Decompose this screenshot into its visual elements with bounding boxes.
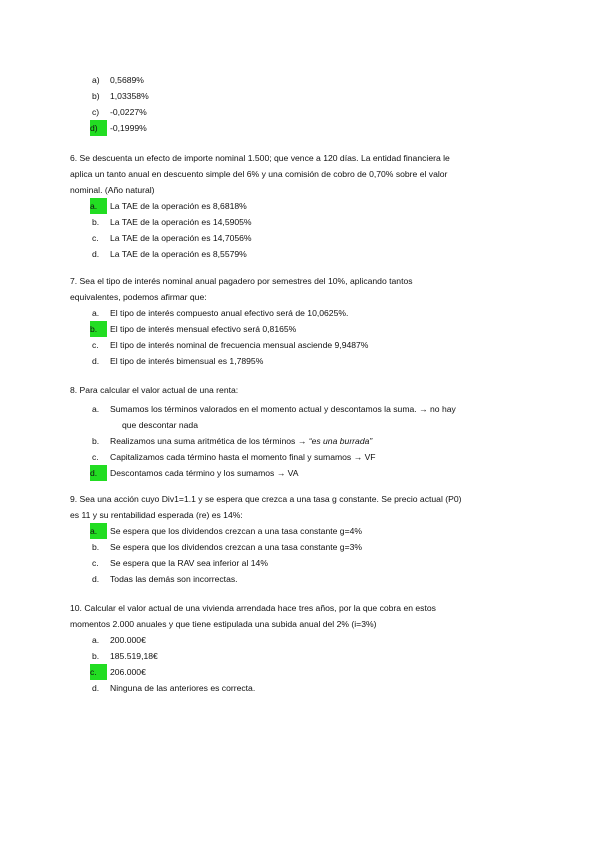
option-label: d. (92, 249, 100, 259)
option-b (90, 214, 540, 230)
option-text: El tipo de interés bimensual es 1,7895% (110, 356, 264, 366)
option-a (90, 305, 540, 321)
option-c (90, 104, 540, 120)
option-label: a) (92, 75, 100, 85)
option-text: -0,0227% (110, 107, 147, 117)
question-6 (70, 150, 540, 262)
option-text: La TAE de la operación es 8,6818% (110, 201, 247, 211)
question-text-line: es 11 y su rentabilidad esperada (re) es 14%: (70, 510, 243, 520)
option-b-correct (90, 321, 540, 337)
option-label: a. (92, 635, 100, 645)
option-label: b. (92, 542, 100, 552)
option-label: c. (92, 340, 99, 350)
option-label: a. (92, 404, 100, 414)
option-text: Todas las demás son incorrectas. (110, 574, 238, 584)
option-c (90, 337, 540, 353)
option-text: Se espera que los dividendos crezcan a una tasa constante g=3% (110, 542, 363, 552)
option-b (90, 88, 540, 104)
option-text-line-1: Sumamos los términos valorados en el momento actual y descontamos la suma. → no hay (110, 404, 456, 414)
option-d (90, 353, 540, 369)
option-label: a. (92, 308, 100, 318)
option-text-line-2: que descontar nada (122, 420, 198, 430)
option-text: La TAE de la operación es 14,7056% (110, 233, 252, 243)
option-a-correct (90, 198, 540, 214)
question-8 (70, 382, 540, 481)
question-9 (70, 491, 540, 587)
option-text: Capitalizamos cada término hasta el momento final y sumamos → VF (110, 452, 376, 462)
question-text-line: aplica un tanto anual en descuento simple del 6% y una comisión de cobro de 0,70% sobre el valor (70, 169, 448, 179)
option-c (90, 230, 540, 246)
option-text: El tipo de interés compuesto anual efectivo será de 10,0625%. (110, 308, 349, 318)
option-b (90, 648, 540, 664)
question-7 (70, 273, 540, 369)
question-text-line: 6. Se descuenta un efecto de importe nominal 1.500; que vence a 120 días. La entidad financiera le (70, 153, 450, 163)
option-text: -0,1999% (110, 123, 147, 133)
question-10 (70, 600, 540, 696)
option-text (107, 433, 540, 449)
option-label: c. (92, 558, 99, 568)
option-label-highlighted: d) (90, 120, 107, 136)
option-note: “es una burrada” (308, 436, 373, 446)
option-c-correct (90, 664, 540, 680)
option-label-highlighted: d. (90, 465, 107, 481)
question-text-line: equivalentes, podemos afirmar que: (70, 292, 207, 302)
option-a (90, 401, 540, 433)
question-text-line: 7. Sea el tipo de interés nominal anual pagadero por semestres del 10%, aplicando tantos (70, 276, 413, 286)
option-label: b) (92, 91, 100, 101)
option-text: El tipo de interés nominal de frecuencia mensual asciende 9,9487% (110, 340, 369, 350)
option-a (90, 72, 540, 88)
option-text: El tipo de interés mensual efectivo será 0,8165% (110, 324, 297, 334)
option-text: La TAE de la operación es 8,5579% (110, 249, 247, 259)
option-c (90, 449, 540, 465)
option-text (107, 401, 540, 433)
option-label-highlighted: a. (90, 523, 107, 539)
option-b (90, 539, 540, 555)
option-label: d. (92, 356, 100, 366)
question-text-line: 9. Sea una acción cuyo Div1=1.1 y se espera que crezca a una tasa g constante. Se precio actual (P0) (70, 494, 462, 504)
option-label-highlighted: c. (90, 664, 107, 680)
option-text: Ninguna de las anteriores es correcta. (110, 683, 256, 693)
option-label: c. (92, 233, 99, 243)
option-d (90, 571, 540, 587)
option-c (90, 555, 540, 571)
option-text: Descontamos cada término y los sumamos → VA (110, 468, 299, 478)
option-label: c) (92, 107, 100, 117)
option-text-main: Realizamos una suma aritmética de los términos → (110, 436, 309, 446)
question-text-line: 10. Calcular el valor actual de una vivienda arrendada hace tres años, por la que cobra en estos (70, 603, 436, 613)
question-text-line: 8. Para calcular el valor actual de una renta: (70, 385, 239, 395)
option-label: b. (92, 217, 100, 227)
question-text-line: nominal. (Año natural) (70, 185, 155, 195)
option-text: Se espera que los dividendos crezcan a una tasa constante g=4% (110, 526, 363, 536)
option-label-highlighted: b. (90, 321, 107, 337)
option-label: c. (92, 452, 99, 462)
option-d-correct (90, 465, 540, 481)
option-text: La TAE de la operación es 14,5905% (110, 217, 252, 227)
option-label: d. (92, 574, 100, 584)
option-a (90, 632, 540, 648)
option-text: 200.000€ (110, 635, 146, 645)
option-text: 0,5689% (110, 75, 144, 85)
option-a-correct (90, 523, 540, 539)
option-text: Se espera que la RAV sea inferior al 14% (110, 558, 268, 568)
option-label-highlighted: a. (90, 198, 107, 214)
option-text: 185.519,18€ (110, 651, 158, 661)
question-text-line: momentos 2.000 anuales y que tiene estipulada una subida anual del 2% (i=3%) (70, 619, 377, 629)
option-d (90, 246, 540, 262)
option-label: b. (92, 436, 100, 446)
option-label: b. (92, 651, 100, 661)
question-5-options (70, 72, 540, 136)
option-text: 206.000€ (110, 667, 146, 677)
option-text: 1,03358% (110, 91, 149, 101)
option-d-correct (90, 120, 540, 136)
option-d (90, 680, 540, 696)
option-label: d. (92, 683, 100, 693)
option-b (90, 433, 540, 449)
